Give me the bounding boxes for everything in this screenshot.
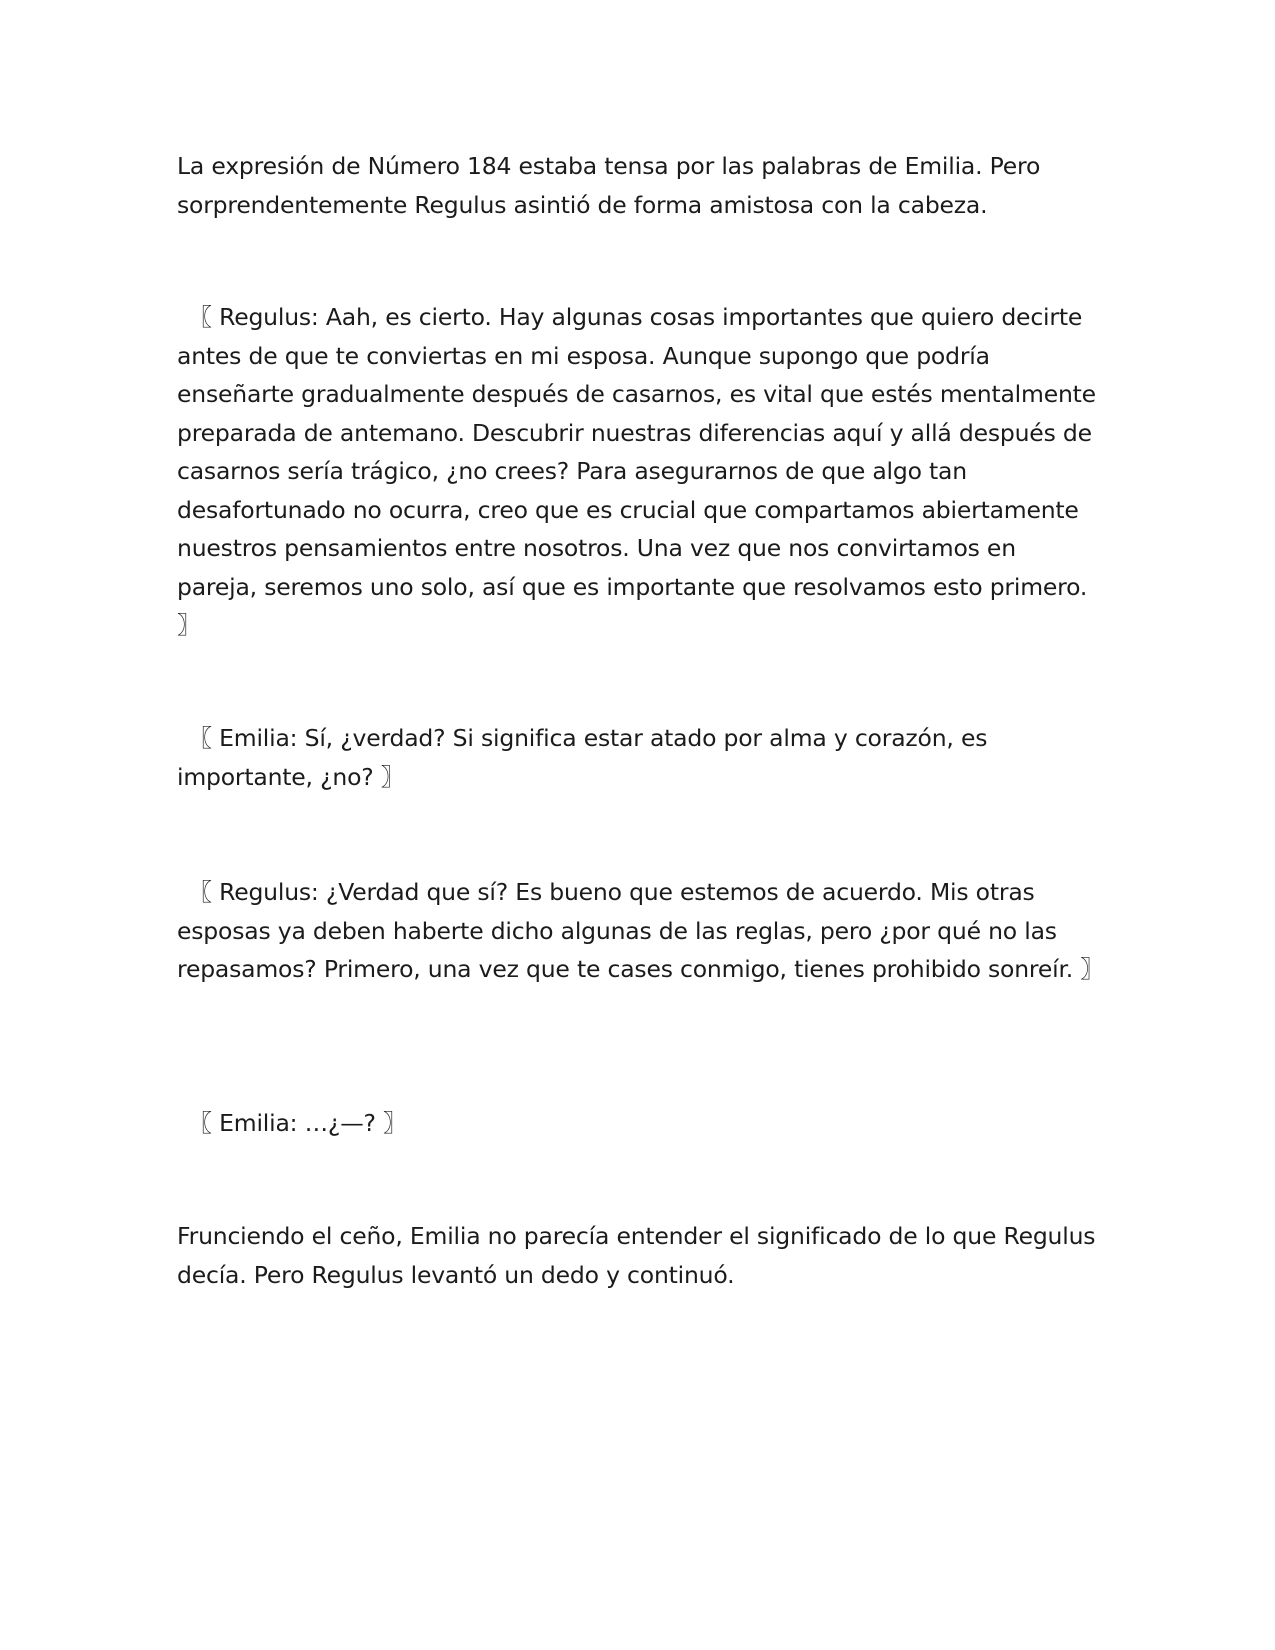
dialogue-emilia-paragraph: 〖 Emilia: Sí, ¿verdad? Si significa estar atado por alma y corazón, es importante, ¿no? 〗 [177, 724, 995, 791]
dialogue-regulus-paragraph: 〖 Regulus: Aah, es cierto. Hay algunas cosas importantes que quiero decirte antes de que te conviertas en mi esposa. Aunque supongo que podría enseñarte gradualmente después de casarnos, es vital que estés mentalmente preparada de antemano. Descubrir nuestras diferencias aquí y allá después de casarnos sería trágico, ¿no crees? Para asegurarnos de que algo tan desafortunado no ocurra, creo que es crucial que compartamos abiertamente nuestros pensamientos entre nosotros. Una vez que nos convirtamos en pareja, seremos uno solo, así que es importante que resolvamos esto primero. 〗 [177, 303, 1104, 639]
narration-paragraph: Frunciendo el ceño, Emilia no parecía entender el significado de lo que Regulus decía. Pero Regulus levantó un dedo y continuó. [177, 1222, 1103, 1289]
dialogue-regulus-paragraph: 〖 Regulus: ¿Verdad que sí? Es bueno que estemos de acuerdo. Mis otras esposas ya deben haberte dicho algunas de las reglas, pero ¿por qué no las repasamos? Primero, una vez que te cases conmigo, tienes prohibido sonreír. 〗 [177, 878, 1104, 983]
narration-paragraph: La expresión de Número 184 estaba tensa por las palabras de Emilia. Pero sorprendentemente Regulus asintió de forma amistosa con la cabeza. [177, 152, 1048, 219]
dialogue-emilia-paragraph: 〖 Emilia: …¿—? 〗 [177, 1109, 407, 1137]
